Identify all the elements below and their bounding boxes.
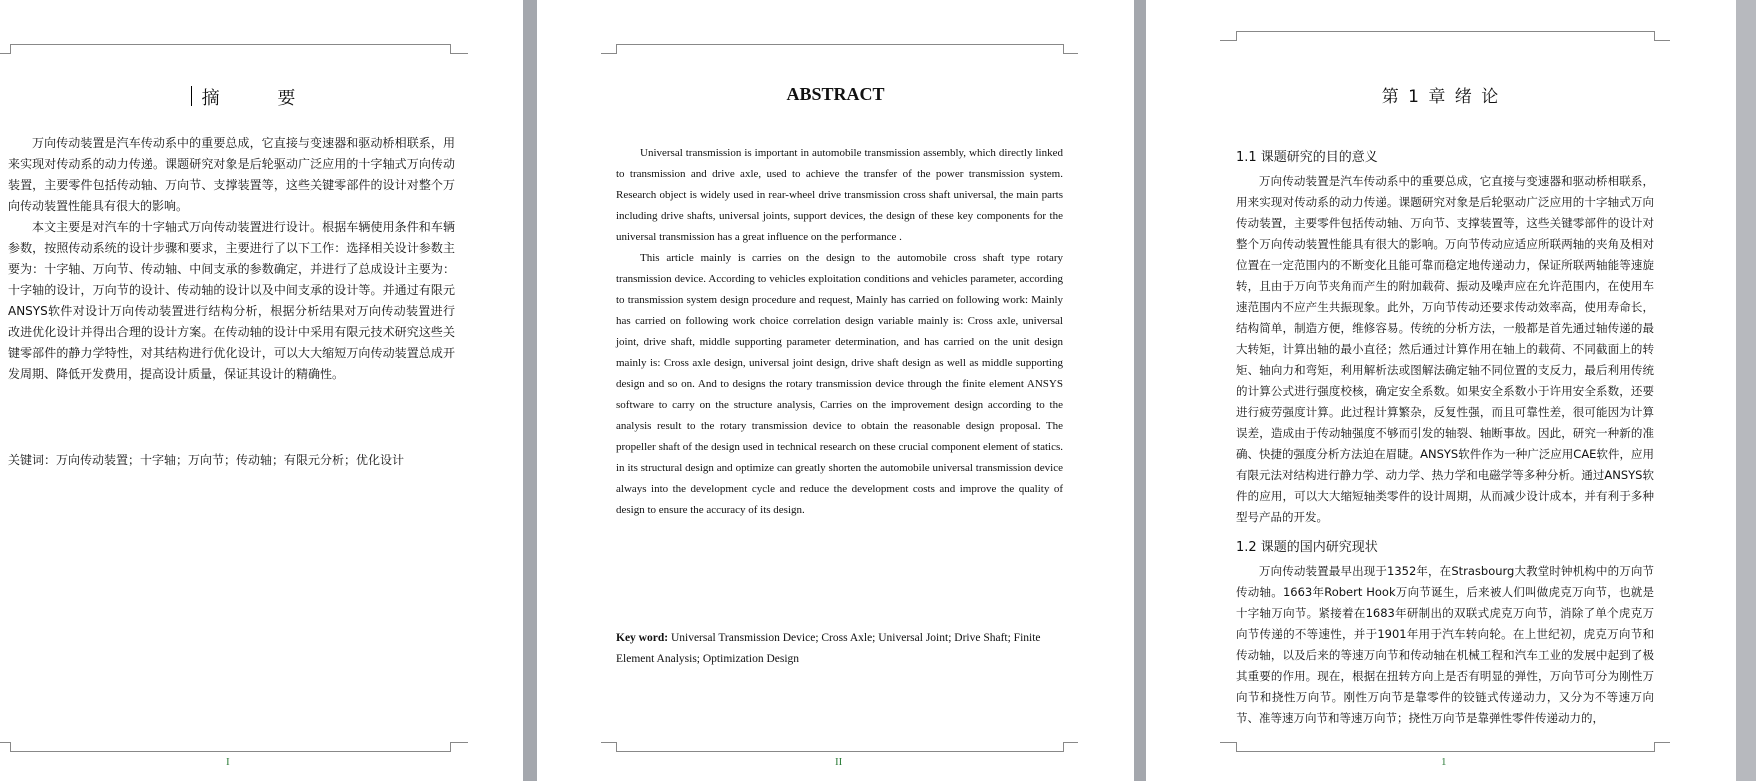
footer-line [1236, 751, 1654, 752]
margin-mark [601, 53, 616, 54]
margin-mark [616, 44, 617, 54]
section-heading: 1.2 课题的国内研究现状 [1236, 540, 1378, 555]
keywords-label: Key word: [616, 632, 669, 644]
paragraph: 本文主要是对汽车的十字轴式万向传动装置进行设计。根据车辆使用条件和车辆参数，按照传动系统的设计步骤和要求，主要进行了以下工作：选择相关设计参数主要为：十字轴、万向节、传动轴、中间支承的参数确定，并进行了总成设计主要为：十字轴的设计，万向节的设计、传动轴的设计以及中间支承的设计等。并通过有限元ANSYS软件对设计万向传动装置进行结构分析，根据分析结果对万向传动装置进行改进优化设计并得出合理的设计方案。在传动轴的设计中采用有限元技术研究这些关键零部件的静力学特性，对其结构进行优化设计，可以大大缩短万向传动装置总成开发周期、降低开发费用，提高设计质量，保证其设计的精确性。 [8, 220, 455, 381]
footer-line [616, 751, 1063, 752]
keywords: 关键词：万向传动装置；十字轴；万向节；传动轴；有限元分析；优化设计 [8, 453, 405, 467]
margin-mark [1063, 53, 1078, 54]
keywords-text: Universal Transmission Device; Cross Axle; Universal Joint; Drive Shaft; Finite Element Analysis; Optimization Design [616, 632, 1041, 665]
margin-mark [10, 44, 11, 54]
margin-mark [1063, 742, 1078, 743]
margin-mark [1236, 31, 1237, 41]
margin-mark [1654, 742, 1655, 752]
paragraph: 万向传动装置最早出现于1352年，在Strasbourg大教堂时钟机构中的万向节传动轴。1663年Robert Hook万向节诞生，后来被人们叫做虎克万向节，也就是十字轴万向节。紧接着在1683年研制出的双联式虎克万向节，消除了单个虎克万向节传递的不等速性，并于1901年用于汽车转向轮。在上世纪初，虎克万向节和传动轴，以及后来的等速万向节和传动轴在机械工程和汽车工业的发展中起到了极其重要的作用。现在，根据在扭转方向上是否有明显的弹性，万向节可分为刚性万向节和挠性万向节。刚性万向节是靠零件的铰链式传递动力，又分为不等速万向节、准等速万向节和等速万向节；挠性万向节是靠弹性零件传递动力的， [1236, 564, 1654, 725]
paragraph: Universal transmission is important in automobile transmission assembly, which directly linked to transmission and drive axle, used to achieve the transfer of the power transmission system. Research object is widely used in rear-wheel drive transmission cross shaft universal, the main parts including drive shafts, universal joints, support devices, the design of these key components for the universal transmission has a great influence on the performance . [616, 147, 1063, 243]
margin-mark [450, 742, 451, 752]
margin-mark [1654, 40, 1670, 41]
page-number: I [226, 756, 230, 768]
margin-mark [1220, 40, 1236, 41]
document-page-2 [537, 0, 1134, 781]
margin-mark [1063, 742, 1064, 752]
page-title: 摘 要 [201, 88, 322, 109]
margin-mark [601, 742, 616, 743]
document-page-3 [1146, 0, 1736, 781]
paragraph: 万向传动装置是汽车传动系中的重要总成，它直接与变速器和驱动桥相联系，用来实现对传动系的动力传递。课题研究对象是后轮驱动广泛应用的十字轴式万向传动装置，主要零件包括传动轴、万向节、支撑装置等，这些关键零部件的设计对整个万向传动装置性能具有很大的影响。 [8, 136, 455, 213]
header-line [1236, 31, 1654, 32]
section-body[interactable] [1236, 561, 1654, 729]
margin-mark [450, 742, 468, 743]
page-number: II [835, 756, 843, 768]
margin-mark [0, 53, 10, 54]
abstract-body[interactable] [616, 143, 1063, 521]
section-heading: 1.1 课题研究的目的意义 [1236, 150, 1378, 165]
document-page-1 [0, 0, 523, 781]
paragraph: 万向传动装置是汽车传动系中的重要总成，它直接与变速器和驱动桥相联系，用来实现对传动系的动力传递。课题研究对象是后轮驱动广泛应用的十字轴式万向传动装置，主要零件包括传动轴、万向节、支撑装置等，这些关键零部件的设计对整个万向传动装置性能具有很大的影响。万向节传动应适应所联两轴的夹角及相对位置在一定范围内的不断变化且能可靠而稳定地传递动力，保证所联两轴能等速旋转，且由于万向节夹角而产生的附加载荷、振动及噪声应在允许范围内，在使用车速范围内不应产生共振现象。此外，万向节传动还要求传动效率高，使用寿命长，结构简单，制造方便，维修容易。传统的分析方法，一般都是首先通过轴传递的最大转矩，计算出轴的最小直径；然后通过计算作用在轴上的载荷、不同截面上的转矩、轴向力和弯矩，利用解析法或图解法确定轴不同位置的支反力，最后利用传统的计算公式进行强度校核，确定安全系数。如果安全系数小于许用安全系数，还要进行疲劳强度计算。此过程计算繁杂，反复性强，而且可靠性差，很可能因为计算误差，造成由于传动轴强度不够而引发的轴裂、轴断事故。因此，研究一种新的准确、快捷的强度分析方法迫在眉睫。ANSYS软件作为一种广泛应用CAE软件，应用有限元法对结构进行静力学、动力学、热力学和电磁学等多种分析。通过ANSYS软件的应用，可以大大缩短轴类零件的设计周期，从而减少设计成本，并有利于多种型号产品的开发。 [1236, 174, 1654, 524]
section-body[interactable] [1236, 171, 1654, 528]
chapter-title: 第 1 章 绪 论 [1381, 87, 1501, 107]
abstract-body[interactable] [8, 133, 455, 385]
footer-line [10, 751, 450, 752]
paragraph: This article mainly is carries on the design to the automobile cross shaft type rotary transmission device. According to vehicles exploitation conditions and vehicles parameter, according to transmission system design procedure and request, Mainly has carried on following work: Mainly has carried on following work choice correlation design variable mainly is: Cross axle, universal joint, drive shaft, middle supporting parameter determination, and has carried on the unit design mainly is: Cross axle design, universal joint design, drive shaft design as well as middle supporting design and so on. And to designs the rotary transmission device through the finite element ANSYS software to carry on the structure analysis, Carries on the improvement design according to the analysis result to the rotary transmission device to obtain the reasonable design proposal. The propeller shaft of the design used in technical research on these crucial component element of statics. in its structural design and optimize can greatly shorten the automobile universal transmission device always into the development cycle and reduce the development costs and improve the quality of design to ensure the accuracy of its design. [616, 252, 1063, 516]
margin-mark [1654, 742, 1670, 743]
keywords [616, 628, 1063, 670]
page-number: 1 [1441, 756, 1447, 768]
page-title: ABSTRACT [786, 84, 885, 104]
scrollbar-track[interactable] [1736, 0, 1756, 781]
margin-mark [0, 742, 10, 743]
header-line [616, 44, 1063, 45]
margin-mark [1220, 742, 1236, 743]
header-line [10, 44, 450, 45]
margin-mark [450, 53, 468, 54]
